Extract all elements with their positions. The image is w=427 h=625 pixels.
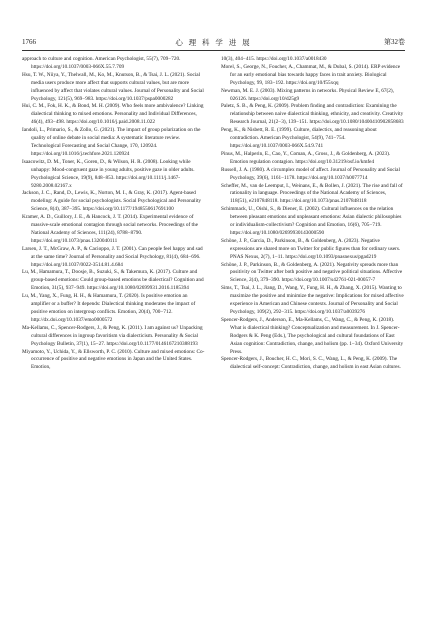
reference-entry: Spencer-Rodgers, J., Anderson, E., Ma-Kellams, C., Wang, C., & Peng, K. (2018). What is dialectical thinking? Conceptualization and measurement. In J. Spencer-Rodgers & K. Peng (Eds.), The psychological and cultural foundations of East Asian cognition: Contradiction, change, and holism (pp. 1−34). Oxford University Press. — [221, 316, 404, 355]
reference-entry: Scheffer, M., van de Leemput, I., Weinans, E., & Bollen, J. (2021). The rise and fall of rationality in language. Proceedings of the National Academy of Sciences, 118(51), e2107848118. https://doi.org/10.1073/pnas.2107848118 — [221, 182, 403, 205]
header-rule — [22, 50, 405, 51]
reference-entry: Schöne, J. P., Parkinson, B., & Goldenberg, A. (2021). Negativity spreads more than positivity on Twitter after both positive and negative political situations. Affective Science, 2(4), 379−390. https://doi.org/10.1007/s42761-021-00057-7 — [221, 261, 403, 284]
reference-entry: Morel, S., George, N., Foucher, A., Chammat, M., & Dubal, S. (2014). ERP evidence for an early emotional bias towards happy faces in trait anxiety. Biological Psychology, 99, 183−192. https://doi.org/10/f55xqq — [221, 63, 401, 86]
references-left-column — [22, 56, 206, 372]
reference-entry: Pinus, M., Halperin, E., Cao, Y., Coman, A., Gross, J., & Goldenberg, A. (2023). Emotion regulation contagion. https://doi.org/10.31219/osf.io/kmfe4 — [221, 150, 391, 165]
reference-entry: Spencer-Rodgers, J., Boucher, H. C., Mori, S. C., Wang, L., & Peng, K. (2009). The dialectical self-concept: Contradiction, change, and holism in east Asian cultures. — [221, 356, 401, 371]
reference-entry: Schöne, J. P., Garcia, D., Parkinson, B., & Goldenberg, A. (2023). Negative expressions are shared more on Twitter for public figures than for ordinary users. PNAS Nexus, 2(7), 1−11. https://doi.org/10.1093/pnasnexus/pgad219 — [221, 237, 401, 260]
reference-entry: Hui, C. M., Fok, H. K., & Bond, M. H. (2009). Who feels more ambivalence? Linking dialectical thinking to mixed emotions. Personality and Individual Differences, 46(4), 493−498. https://doi.org/10.1016/j.paid.2008.11.022 — [22, 103, 204, 126]
reference-entry: Kramer, A. D., Guillory, J. E., & Hancock, J. T. (2014). Experimental evidence of massive-scale emotional contagion through social networks. Proceedings of the National Academy of Sciences, 111(24), 8788−8790. https://doi.org/10.1073/pnas.1320040111 — [22, 214, 198, 244]
running-header — [22, 36, 405, 49]
references-right-column — [221, 56, 405, 372]
reference-entry: Lu, M., Hamamura, T., Doosje, B., Suzuki, S., & Takemura, K. (2017). Culture and group-based emotions: Could group-based emotions be dialectical? Cognition and Emotion, 31(5), 937−949. https://doi.org/10.1080/02699931.2016.1185394 — [22, 269, 204, 292]
volume-label: 第32卷 — [384, 38, 405, 46]
reference-entry: Schimmack, U., Oishi, S., & Diener, E. (2002). Cultural influences on the relation between pleasant emotions and unpleasant emotions: Asian dialectic philosophies or individualism-collectivism? Cognition and Emotion, 16(6), 705−719. https://doi.org/10.1080/02699930143000590 — [221, 206, 402, 236]
reference-entry: Paletz, S. B., & Peng, K. (2009). Problem finding and contradiction: Examining the relationship between naive dialectical thinking, ethnicity, and creativity. Creativity Research Journal, 21(2−3), 139−151. https://doi.org/10.1080/10400410902858683 — [221, 103, 404, 126]
reference-entry: Newman, M. E. J. (2003). Mixing patterns in networks. Physical Review E, 67(2), 026126. https://doi.org/10/d25g9 — [221, 87, 394, 102]
reference-entry: Isaacowitz, D. M., Toner, K., Goren, D., & Wilson, H. R. (2008). Looking while unhappy: Mood-congruent gaze in young adults, positive gaze in older adults. Psychological Science, 19(9), 848−853. https://doi.org/10.1111/j.1467-9280.2008.02167.x — [22, 158, 195, 189]
reference-entry: Iandoli, L., Primario, S., & Zollo, G. (2021). The impact of group polarization on the quality of online debate in social media: A systematic literature review. Technological Forecasting and Social Change, 170, 120924. https://doi.org/10.1016/j.techfore.2021.120924 — [22, 127, 201, 157]
page-number: 1766 — [22, 38, 36, 46]
reference-entry: approach to culture and cognition. American Psychologist, 55(7), 709−720. https://doi.org/10.1037/0003-066X.55.7.709 — [22, 56, 181, 70]
reference-entry: 10(3), 404−415. https://doi.org/10.1037/a0018430 — [221, 56, 327, 62]
reference-entry: Jackson, J. C., Rand, D., Lewis, K., Norton, M. I., & Gray, K. (2017). Agent-based modeling: A guide for social psychologists. Social Psychological and Personality Science, 8(4), 387−395. https://doi.org/10.1177/1948550617691100 — [22, 190, 202, 213]
reference-entry: Peng, K., & Nisbett, R. E. (1999). Culture, dialectics, and reasoning about contradiction. American Psychologist, 54(9), 741−754. https://doi.org/10.1037/0003-066X.54.9.741 — [221, 127, 377, 149]
journal-title: 心 理 科 学 进 展 — [175, 38, 252, 47]
reference-entry: Lu, M., Yang, X., Fung, H. H., & Hamamura, T. (2020). Is positive emotion an amplifier or a buffer? It depends: Dialectical thinking moderates the impact of positive emotion on intergroup conflicts. Emotion, 20(4), 700−712. http://dx.doi.org/10.1037/emo0000572 — [22, 293, 196, 323]
reference-entry: Hsu, T. W., Niiya, Y., Thelwall, M., Ko, M., Knutson, B., & Tsai, J. L. (2021). Social media users produce more affect that supports cultural values, but are more influenced by affect that violates cultural values. Journal of Personality and Social Psychology, 121(5), 969−983. https://doi.org/10.1037/pspa0000282 — [22, 71, 204, 102]
reference-entry: Miyamoto, Y., Uchida, Y., & Ellsworth, P. C. (2010). Culture and mixed emotions: Co-occurrence of positive and negative emotions in Japan and the United States. Emotion, — [22, 348, 205, 371]
reference-entry: Ma-Kellams, C., Spencer-Rodgers, J., & Peng, K. (2011). I am against us? Unpacking cultural differences in ingroup favoritism via dialecticism. Personality & Social Psychology Bulletin, 37(1), 15−27. https://doi.org/10.1177/0146167210388193 — [22, 324, 203, 347]
reference-entry: Russell, J. A. (1980). A circumplex model of affect. Journal of Personality and Social Psychology, 39(6), 1161−1178. https://doi.org/10.1037/h0077714 — [221, 166, 400, 181]
reference-entry: Larsen, J. T., McGraw, A. P., & Cacioppo, J. T. (2001). Can people feel happy and sad at the same time? Journal of Personality and Social Psychology, 81(4), 684−696. https://doi.org/10.1037/0022-3514.81.4.684 — [22, 245, 203, 268]
reference-entry: Sims, T., Tsai, J. L., Jiang, D., Wang, Y., Fung, H. H., & Zhang, X. (2015). Wanting to maximize the positive and minimize the negative: Implications for mixed affective experience in American and Chinese contexts. Journal of Personality and Social Psychology, 109(2), 292−315. https://doi.org/10.1037/a0039276 — [221, 285, 404, 315]
